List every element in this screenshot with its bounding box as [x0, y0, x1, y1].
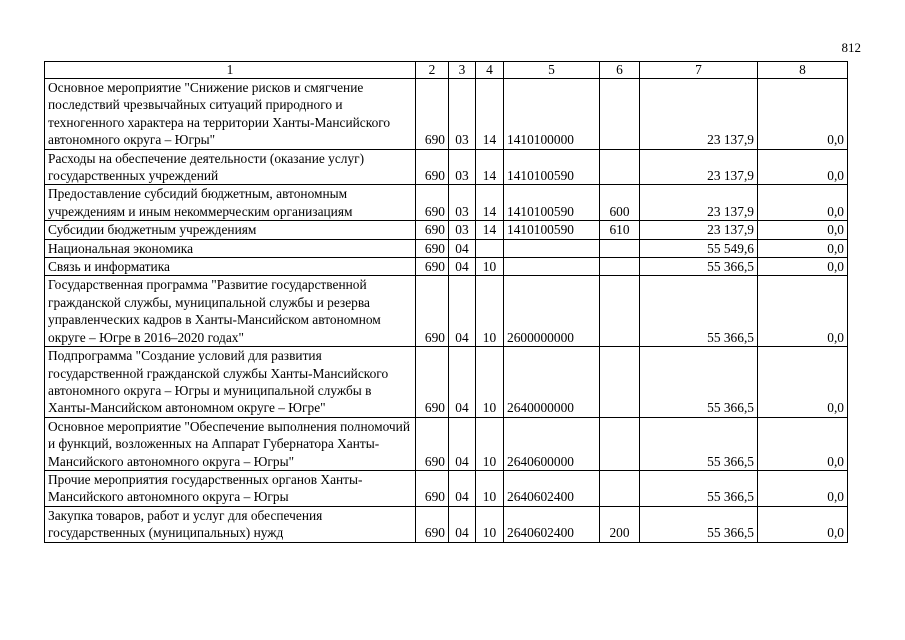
admin-code-cell: 690	[416, 276, 449, 347]
expense-type-cell	[600, 149, 640, 185]
row-name-cell: Подпрограмма "Создание условий для развития государственной гражданской службы Ханты-Мансийского автономного округа – Югры и муниципальной службы в Ханты-Мансийском автономном округе – Югре"	[45, 347, 416, 418]
header-cell-1: 1	[45, 62, 416, 79]
subsection-cell: 14	[476, 185, 504, 221]
subsection-cell: 10	[476, 417, 504, 470]
row-name-cell: Прочие мероприятия государственных органов Ханты-Мансийского автономного округа – Югры	[45, 470, 416, 506]
amount-cell: 23 137,9	[640, 149, 758, 185]
subsection-cell: 10	[476, 347, 504, 418]
admin-code-cell: 690	[416, 79, 449, 150]
section-cell: 03	[449, 79, 476, 150]
amount-cell: 55 366,5	[640, 258, 758, 276]
target-article-cell: 1410100590	[504, 221, 600, 239]
row-name-cell: Субсидии бюджетным учреждениям	[45, 221, 416, 239]
admin-code-cell: 690	[416, 506, 449, 542]
target-article-cell	[504, 258, 600, 276]
target-article-cell: 2640000000	[504, 347, 600, 418]
amount-cell: 55 366,5	[640, 417, 758, 470]
amount-2-cell: 0,0	[758, 185, 848, 221]
row-name-cell: Расходы на обеспечение деятельности (оказание услуг) государственных учреждений	[45, 149, 416, 185]
amount-2-cell: 0,0	[758, 258, 848, 276]
amount-2-cell: 0,0	[758, 276, 848, 347]
header-cell-4: 4	[476, 62, 504, 79]
page-number: 812	[841, 40, 861, 55]
admin-code-cell: 690	[416, 417, 449, 470]
header-cell-3: 3	[449, 62, 476, 79]
target-article-cell: 2640600000	[504, 417, 600, 470]
table-row	[45, 221, 848, 239]
row-name-cell: Национальная экономика	[45, 239, 416, 257]
subsection-cell: 10	[476, 276, 504, 347]
subsection-cell: 10	[476, 258, 504, 276]
amount-cell: 23 137,9	[640, 79, 758, 150]
subsection-cell	[476, 239, 504, 257]
amount-2-cell: 0,0	[758, 221, 848, 239]
amount-cell: 23 137,9	[640, 185, 758, 221]
target-article-cell: 2600000000	[504, 276, 600, 347]
header-cell-7: 7	[640, 62, 758, 79]
expense-type-cell: 600	[600, 185, 640, 221]
admin-code-cell: 690	[416, 470, 449, 506]
section-cell: 03	[449, 221, 476, 239]
row-name-cell: Основное мероприятие "Обеспечение выполнения полномочий и функций, возложенных на Аппарат Губернатора Ханты-Мансийского автономного округа – Югры"	[45, 417, 416, 470]
amount-cell: 55 366,5	[640, 506, 758, 542]
expense-type-cell: 610	[600, 221, 640, 239]
amount-2-cell: 0,0	[758, 470, 848, 506]
expense-type-cell	[600, 470, 640, 506]
admin-code-cell: 690	[416, 258, 449, 276]
section-cell: 04	[449, 417, 476, 470]
table-row	[45, 470, 848, 506]
section-cell: 03	[449, 185, 476, 221]
header-cell-5: 5	[504, 62, 600, 79]
amount-2-cell: 0,0	[758, 347, 848, 418]
table-row	[45, 79, 848, 150]
expense-type-cell	[600, 239, 640, 257]
table-row	[45, 276, 848, 347]
subsection-cell: 14	[476, 79, 504, 150]
section-cell: 04	[449, 276, 476, 347]
admin-code-cell: 690	[416, 221, 449, 239]
expense-type-cell: 200	[600, 506, 640, 542]
target-article-cell	[504, 239, 600, 257]
table-row	[45, 149, 848, 185]
amount-2-cell: 0,0	[758, 506, 848, 542]
expense-type-cell	[600, 258, 640, 276]
section-cell: 04	[449, 347, 476, 418]
table-row	[45, 239, 848, 257]
admin-code-cell: 690	[416, 149, 449, 185]
row-name-cell: Закупка товаров, работ и услуг для обеспечения государственных (муниципальных) нужд	[45, 506, 416, 542]
amount-cell: 55 366,5	[640, 347, 758, 418]
amount-2-cell: 0,0	[758, 417, 848, 470]
table-row	[45, 185, 848, 221]
amount-2-cell: 0,0	[758, 79, 848, 150]
header-row	[45, 62, 848, 79]
section-cell: 04	[449, 258, 476, 276]
target-article-cell: 2640602400	[504, 506, 600, 542]
table-row	[45, 506, 848, 542]
amount-2-cell: 0,0	[758, 239, 848, 257]
admin-code-cell: 690	[416, 347, 449, 418]
header-cell-2: 2	[416, 62, 449, 79]
admin-code-cell: 690	[416, 239, 449, 257]
table-row	[45, 347, 848, 418]
subsection-cell: 10	[476, 470, 504, 506]
target-article-cell: 1410100000	[504, 79, 600, 150]
target-article-cell: 1410100590	[504, 149, 600, 185]
table-row	[45, 417, 848, 470]
row-name-cell: Государственная программа "Развитие государственной гражданской службы, муниципальной службы и резерва управленческих кадров в Ханты-Мансийском автономном округе – Югре в 2016–2020 годах"	[45, 276, 416, 347]
budget-table	[44, 61, 848, 543]
amount-2-cell: 0,0	[758, 149, 848, 185]
expense-type-cell	[600, 276, 640, 347]
amount-cell: 55 549,6	[640, 239, 758, 257]
subsection-cell: 10	[476, 506, 504, 542]
row-name-cell: Связь и информатика	[45, 258, 416, 276]
section-cell: 03	[449, 149, 476, 185]
header-cell-6: 6	[600, 62, 640, 79]
amount-cell: 23 137,9	[640, 221, 758, 239]
expense-type-cell	[600, 347, 640, 418]
amount-cell: 55 366,5	[640, 470, 758, 506]
amount-cell: 55 366,5	[640, 276, 758, 347]
section-cell: 04	[449, 470, 476, 506]
row-name-cell: Основное мероприятие "Снижение рисков и смягчение последствий чрезвычайных ситуаций природного и техногенного характера на территории Ханты-Мансийского автономного округа – Югры"	[45, 79, 416, 150]
subsection-cell: 14	[476, 221, 504, 239]
section-cell: 04	[449, 239, 476, 257]
table-row	[45, 258, 848, 276]
admin-code-cell: 690	[416, 185, 449, 221]
subsection-cell: 14	[476, 149, 504, 185]
row-name-cell: Предоставление субсидий бюджетным, автономным учреждениям и иным некоммерческим организациям	[45, 185, 416, 221]
target-article-cell: 2640602400	[504, 470, 600, 506]
header-cell-8: 8	[758, 62, 848, 79]
section-cell: 04	[449, 506, 476, 542]
expense-type-cell	[600, 417, 640, 470]
expense-type-cell	[600, 79, 640, 150]
target-article-cell: 1410100590	[504, 185, 600, 221]
